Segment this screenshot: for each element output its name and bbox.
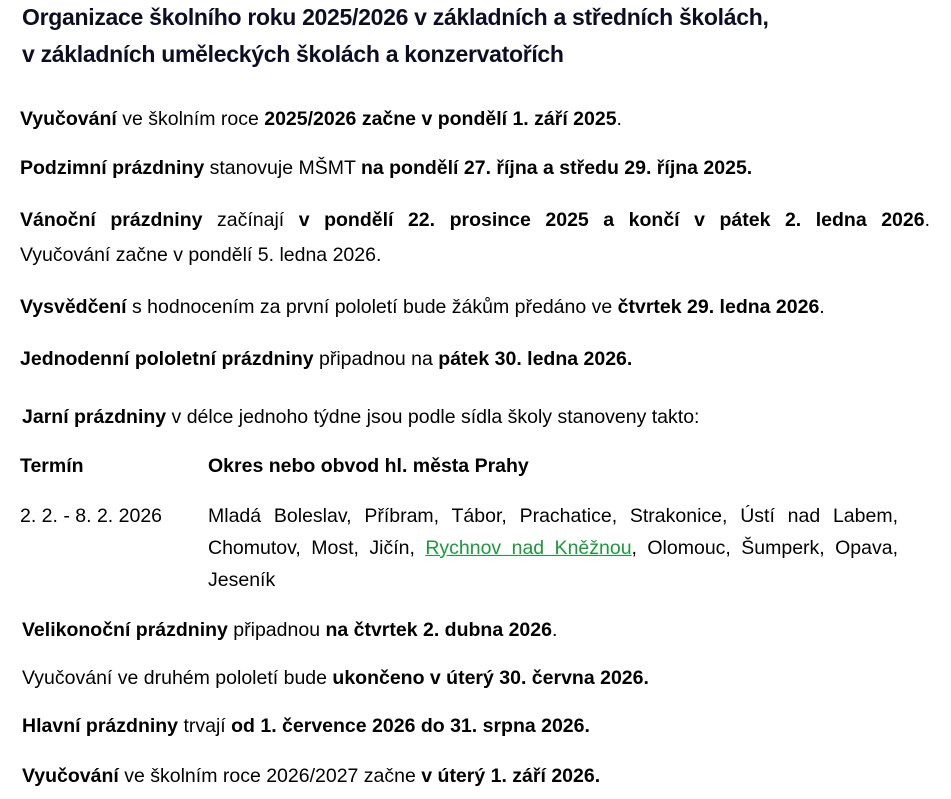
text: ve školním roce 2026/2027 začne [118,765,422,787]
paragraph-school-end [22,665,649,691]
text: trvají [178,715,232,737]
text: . [616,108,622,130]
table-header-term: Termín [20,455,84,477]
text: začínají [202,209,299,231]
text: stanovuje MŠMT [204,157,361,179]
paragraph-autumn-holidays [20,155,752,181]
text: Vyučování ve druhém pololetí bude [22,667,333,689]
bold-label: Vyučování [20,108,117,130]
bold-date: na čtvrtek 2. dubna 2026 [325,619,552,641]
bold-date: v úterý 1. září 2026. [421,765,601,787]
text: . [551,619,558,641]
bold-label: Jarní prázdniny [22,406,167,428]
bold-label: Hlavní prázdniny [22,715,179,737]
bold-date: čtvrtek 29. ledna 2026 [617,296,820,318]
paragraph-christmas-holidays [20,207,930,233]
paragraph-summer-holidays [22,713,590,739]
text: . [924,209,930,231]
page-title-line-2: v základních uměleckých školách a konzervatořích [22,41,564,67]
table-row-districts [208,500,898,596]
table-header-district: Okres nebo obvod hl. města Prahy [208,455,529,477]
text: připadnou [227,619,326,641]
text: , Olomouc, Šumperk, Opava, Jeseník [208,537,898,591]
district-link[interactable]: Rychnov nad Kněžnou [425,537,632,559]
bold-label: Velikonoční prázdniny [22,619,228,641]
page-title-line-1: Organizace školního roku 2025/2026 v základních a středních školách, [22,4,769,30]
bold-label: Podzimní prázdniny [20,157,205,179]
text: s hodnocením za první pololetí bude žákům předáno ve [126,296,618,318]
bold-date: od 1. července 2026 do 31. srpna 2026. [231,715,590,737]
text: v délce jednoho týdne jsou podle sídla školy stanoveny takto: [166,406,700,428]
paragraph-midterm-holiday [20,346,632,372]
paragraph-spring-holidays [22,404,699,430]
paragraph-christmas-holidays-line-2: Vyučování začne v pondělí 5. ledna 2026. [20,244,382,266]
text: Mladá Boleslav, Příbram, Tábor, Prachatice, Strakonice, Ústí nad Labem, Chomutov, Most, Jičín, [208,505,898,559]
text: připadnou na [313,348,439,370]
bold-date: v pondělí 22. prosince 2025 a končí v pátek 2. ledna 2026 [298,209,925,231]
paragraph-report-card [20,294,825,320]
bold-label: Vyučování [22,765,119,787]
table-row-term: 2. 2. - 8. 2. 2026 [20,505,163,527]
bold-year: 2025/2026 [264,108,357,130]
bold-label: Vánoční prázdniny [20,209,203,231]
bold-label: Jednodenní pololetní prázdniny [20,348,314,370]
bold-date: na pondělí 27. října a středu 29. října 2025. [360,157,753,179]
text: ve školním roce [116,108,265,130]
paragraph-next-year-start [22,763,600,789]
bold-date: pátek 30. ledna 2026. [438,348,633,370]
bold-text: začne [361,108,417,130]
bold-date: v pondělí 1. září 2025 [416,108,617,130]
bold-date: ukončeno v úterý 30. června 2026. [332,667,649,689]
bold-label: Vysvědčení [20,296,127,318]
paragraph-easter-holidays [22,617,557,643]
text: . [819,296,825,318]
paragraph-school-start [20,106,622,132]
